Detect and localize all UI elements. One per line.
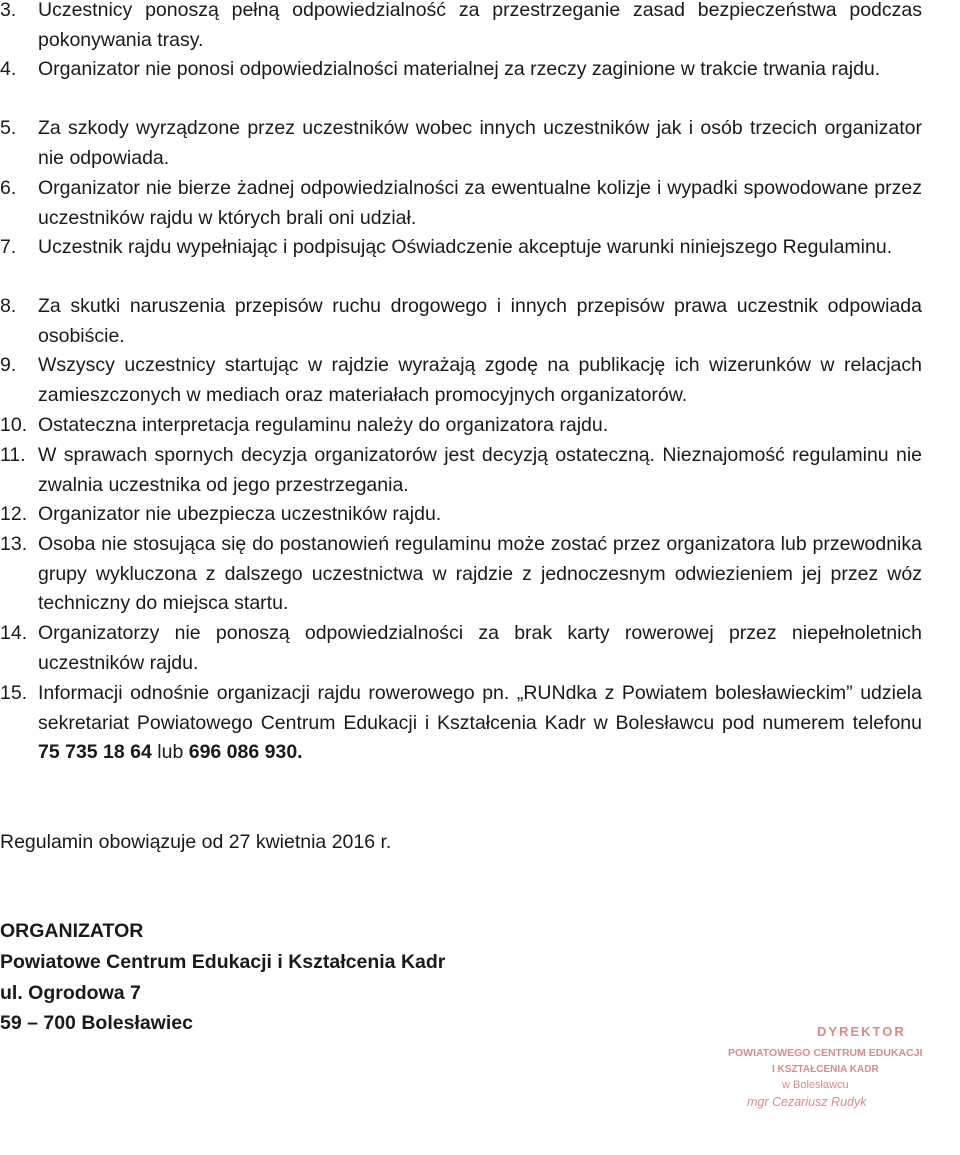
rule-number: 14. — [0, 622, 28, 644]
rule-text-container — [38, 679, 922, 768]
rule-number: 10. — [0, 414, 28, 436]
rule-text: Za szkody wyrządzone przez uczestników wobec innych uczestników jak i osób trzecich organizator nie odpowiada. — [38, 117, 922, 169]
organizer-heading: ORGANIZATOR — [0, 920, 144, 942]
organizer-street: ul. Ogrodowa 7 — [0, 982, 141, 1004]
rule-number: 8. — [0, 295, 17, 317]
organizer-city: 59 – 700 Bolesławiec — [0, 1012, 193, 1034]
rule-item-3 — [0, 0, 922, 55]
svg-text:mgr Cezariusz Rudyk: mgr Cezariusz Rudyk — [747, 1095, 867, 1109]
rule-text: Wszyscy uczestnicy startując w rajdzie wyrażają zgodę na publikację ich wizerunków w relacjach zamieszczonych w mediach oraz materiałach promocyjnych organizatorów. — [38, 354, 922, 406]
rule-item-7 — [0, 233, 922, 263]
svg-text:DYREKTOR: DYREKTOR — [817, 1024, 906, 1039]
rule-number: 3. — [0, 0, 17, 21]
organizer-name: Powiatowe Centrum Edukacji i Kształcenia Kadr — [0, 951, 446, 973]
rule-text: Uczestnicy ponoszą pełną odpowiedzialność za przestrzeganie zasad bezpieczeństwa podczas pokonywania trasy. — [38, 0, 922, 51]
rule-item-12 — [0, 500, 922, 530]
rule-number: 9. — [0, 354, 17, 376]
phone-connector: lub — [151, 741, 189, 763]
rule-number: 4. — [0, 58, 17, 80]
rule-text: Uczestnik rajdu wypełniając i podpisując Oświadczenie akceptuje warunki niniejszego Regulaminu. — [38, 236, 893, 258]
rule-text: Osoba nie stosująca się do postanowień regulaminu może zostać przez organizatora lub przewodnika grupy wykluczona z dalszego uczestnictwa w rajdzie z jednoczesnym odwiezieniem jej przez wóz techniczny do miejsca startu. — [38, 533, 922, 614]
director-stamp — [722, 1020, 942, 1120]
rule-item-14 — [0, 619, 922, 678]
rule-number: 15. — [0, 682, 28, 704]
rule-number: 5. — [0, 117, 17, 139]
rule-item-11 — [0, 441, 922, 500]
rule-text: Organizatorzy nie ponoszą odpowiedzialności za brak karty rowerowej przez niepełnoletnich uczestników rajdu. — [38, 622, 922, 674]
rule-text: Organizator nie bierze żadnej odpowiedzialności za ewentualne kolizje i wypadki spowodowane przez uczestników rajdu w których brali oni udział. — [38, 177, 922, 229]
svg-text:POWIATOWEGO CENTRUM EDUKACJI: POWIATOWEGO CENTRUM EDUKACJI — [728, 1047, 923, 1059]
rule-text: Informacji odnośnie organizacji rajdu rowerowego pn. „RUNdka z Powiatem bolesławieckim” udziela sekretariat Powiatowego Centrum Edukacji i Kształcenia Kadr w Bolesławcu pod numerem telefonu — [38, 682, 922, 734]
svg-text:w Bolesławcu: w Bolesławcu — [782, 1079, 849, 1091]
rule-number: 7. — [0, 236, 17, 258]
rule-item-13 — [0, 530, 922, 619]
svg-text:I KSZTAŁCENIA KADR: I KSZTAŁCENIA KADR — [772, 1064, 879, 1075]
rule-number: 11. — [0, 444, 26, 466]
rule-item-10 — [0, 411, 922, 441]
rule-text: Za skutki naruszenia przepisów ruchu drogowego i innych przepisów prawa uczestnik odpowiada osobiście. — [38, 295, 922, 347]
rule-number: 13. — [0, 533, 28, 555]
rule-text: Ostateczna interpretacja regulaminu należy do organizatora rajdu. — [38, 414, 609, 436]
rule-item-15 — [0, 679, 922, 768]
rule-item-4 — [0, 55, 922, 85]
rule-item-8 — [0, 292, 922, 351]
phone-number-1: 75 735 18 64 — [38, 741, 152, 763]
rule-item-6 — [0, 174, 922, 233]
rule-item-5 — [0, 114, 922, 173]
rule-text: Organizator nie ubezpiecza uczestników rajdu. — [38, 503, 442, 525]
rule-number: 12. — [0, 503, 28, 525]
effective-date: Regulamin obowiązuje od 27 kwietnia 2016 r. — [0, 831, 392, 853]
rule-item-9 — [0, 351, 922, 410]
rule-number: 6. — [0, 177, 17, 199]
rule-text: W sprawach spornych decyzja organizatorów jest decyzją ostateczną. Nieznajomość regulaminu nie zwalnia uczestnika od jego przestrzegania. — [38, 444, 922, 496]
phone-number-2: 696 086 930. — [188, 741, 303, 763]
rule-text: Organizator nie ponosi odpowiedzialności materialnej za rzeczy zaginione w trakcie trwania rajdu. — [38, 58, 881, 80]
